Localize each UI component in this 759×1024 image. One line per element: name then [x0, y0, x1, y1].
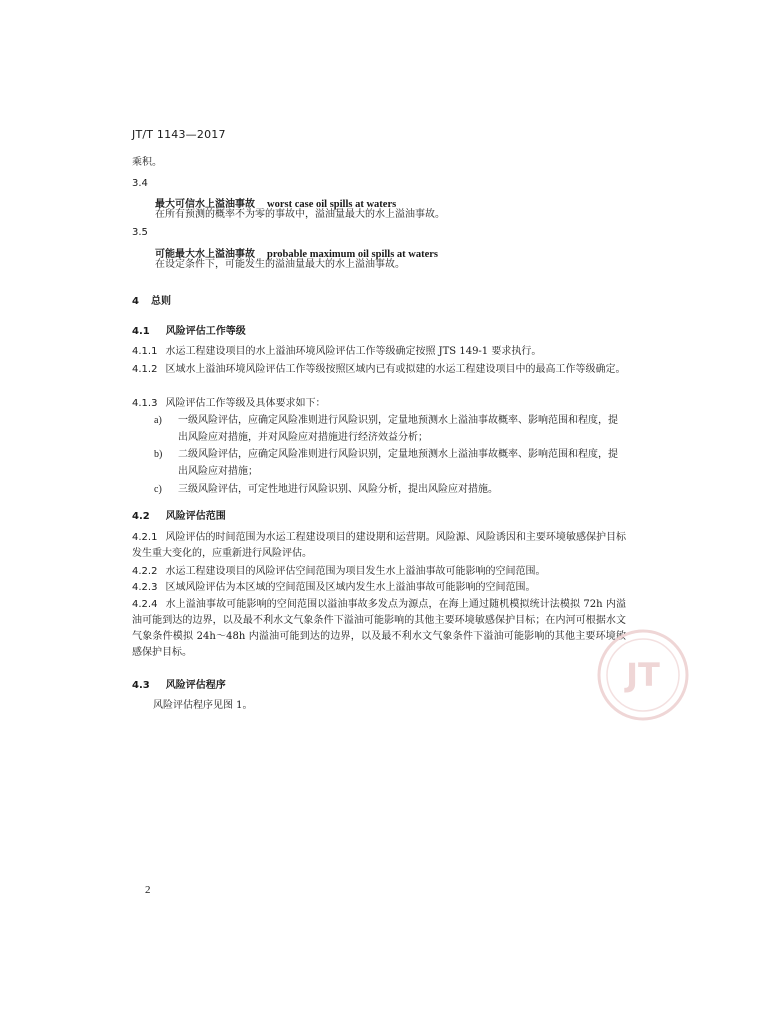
clause-number: 4.2.4 [132, 599, 158, 610]
clause-number: 4.2.1 [132, 532, 158, 543]
clause-4-1-1 [132, 344, 626, 360]
list-text: 一级风险评估，应确定风险准则进行风险识别，定量地预测水上溢油事故概率、影响范围和程度，提出风险应对措施，并对风险应对措施进行经济效益分析； [178, 415, 618, 443]
list-text: 三级风险评估，可定性地进行风险识别、风险分析，提出风险应对措施。 [178, 484, 498, 495]
list-label: c) [154, 484, 162, 495]
clause-number: 4.2.3 [132, 582, 158, 593]
list-label: a) [154, 415, 162, 426]
clause-4-2-4 [132, 597, 626, 661]
procedure-reference: 风险评估程序见图 1。 [153, 700, 253, 711]
clause-text: 水运工程建设项目的水上溢油环境风险评估工作等级确定按照 JTS 149-1 要求执行。 [165, 346, 542, 357]
clause-number: 4.2.2 [132, 566, 158, 577]
clause-text: 水运工程建设项目的风险评估空间范围为项目发生水上溢油事故可能影响的空间范围。 [165, 566, 546, 577]
clause-4-2-2 [132, 564, 626, 580]
term-cn: 最大可信水上溢油事故 [155, 199, 255, 210]
term-en: probable maximum oil spills at waters [267, 249, 439, 260]
list-text: 二级风险评估，应确定风险准则进行风险识别，定量地预测水上溢油事故概率、影响范围和程度，提出风险应对措施； [178, 449, 618, 477]
term-en: worst case oil spills at waters [267, 199, 397, 210]
stamp-text: JT [626, 656, 660, 694]
clause-text: 水上溢油事故可能影响的空间范围以溢油事故多发点为源点，在海上通过随机模拟统计法模拟 72h 内溢油可能到达的边界，以及最不利水文气象条件下溢油可能影响的其他主要环境敏感保护目标；在内河可根据水文气象条件模拟 24h～48h 内溢油可能到达的边界，以及最不利水文气象条件下溢油可能影响的其他主要环境敏感保护目标。 [132, 599, 626, 658]
section-number: 4.2 [132, 511, 150, 522]
document-header: JT/T 1143—2017 [132, 128, 226, 141]
section-4-2-heading [132, 507, 226, 522]
definition-3-5: 在设定条件下，可能发生的溢油量最大的水上溢油事故。 [155, 259, 405, 270]
clause-number: 4.1.1 [132, 346, 158, 357]
clause-number: 4.1.2 [132, 364, 158, 375]
list-item-c [154, 481, 626, 498]
section-number: 4.3 [132, 680, 150, 691]
section-title: 风险评估范围 [165, 511, 226, 522]
clause-4-2-1 [132, 530, 626, 562]
clause-text: 风险评估的时间范围为水运工程建设项目的建设期和运营期。风险源、风险诱因和主要环境敏感保护目标发生重大变化的，应重新进行风险评估。 [132, 532, 626, 559]
section-number: 4.1 [132, 326, 150, 337]
jt-watermark-stamp [596, 628, 690, 722]
list-label: b) [154, 449, 163, 460]
clause-number-3-5: 3.5 [132, 227, 148, 238]
list-item-b [154, 446, 626, 480]
page-number: 2 [145, 884, 151, 896]
clause-number: 4.1.3 [132, 398, 158, 409]
chapter-number: 4 [132, 296, 139, 307]
list-item-a [154, 412, 626, 446]
definition-3-4: 在所有预测的概率不为零的事故中，溢油量最大的水上溢油事故。 [155, 209, 445, 220]
continued-text: 乘积。 [132, 157, 162, 168]
clause-number-3-4: 3.4 [132, 178, 148, 189]
clause-text: 区域水上溢油环境风险评估工作等级按照区域内已有或拟建的水运工程建设项目中的最高工作等级确定。 [165, 364, 626, 375]
chapter-4-heading [132, 292, 171, 307]
clause-text: 风险评估工作等级及具体要求如下： [165, 398, 326, 409]
section-title: 风险评估工作等级 [165, 326, 246, 337]
section-title: 风险评估程序 [165, 680, 226, 691]
term-cn: 可能最大水上溢油事故 [155, 249, 255, 260]
clause-4-2-3 [132, 580, 626, 596]
section-4-1-heading [132, 322, 246, 337]
section-4-3-heading [132, 676, 226, 691]
clause-4-1-2 [132, 362, 626, 378]
clause-4-1-3 [132, 396, 626, 412]
chapter-title: 总则 [150, 296, 171, 307]
clause-text: 区域风险评估为本区域的空间范围及区域内发生水上溢油事故可能影响的空间范围。 [165, 582, 536, 593]
